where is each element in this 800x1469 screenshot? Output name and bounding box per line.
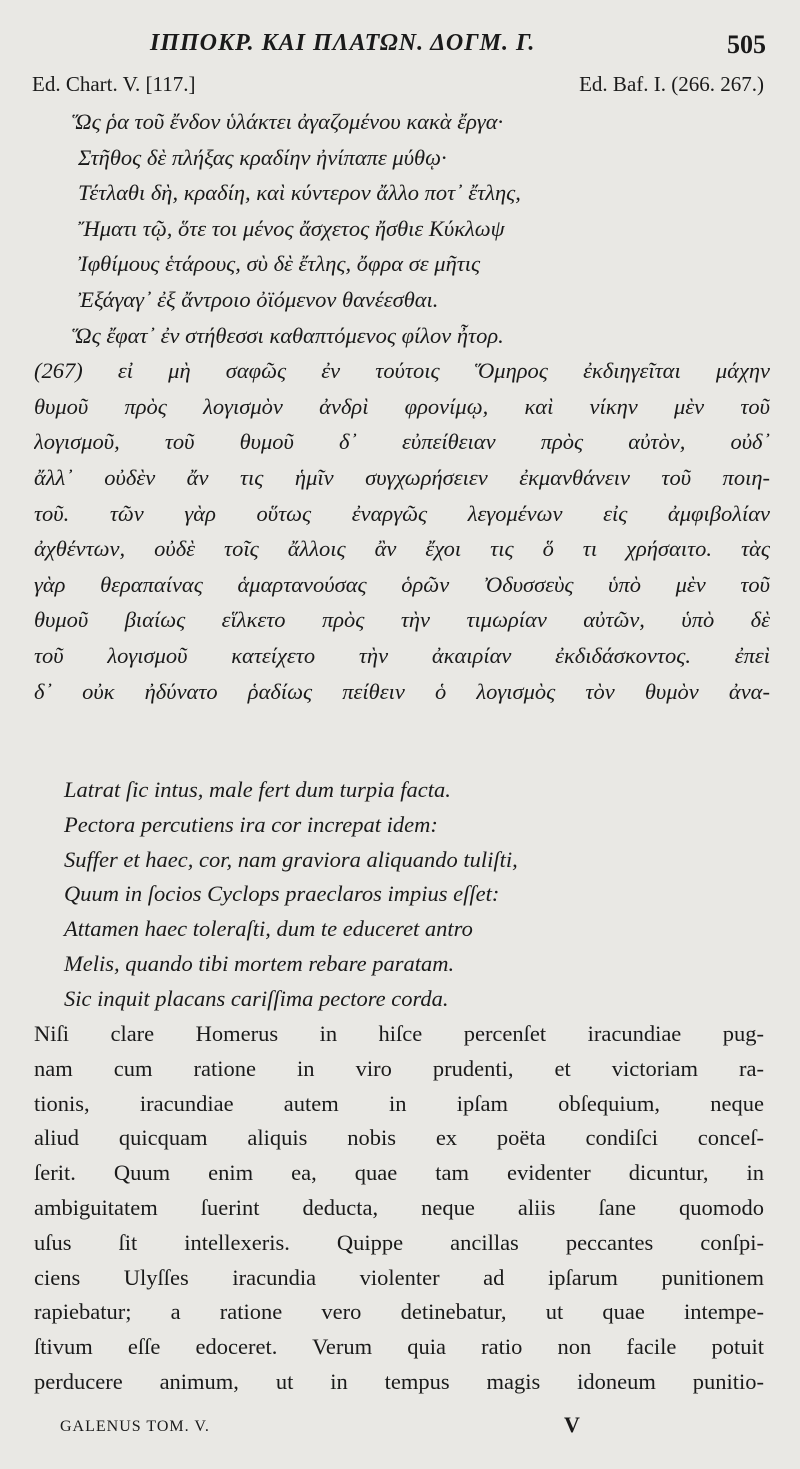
greek-prose-line: τοῦ λογισμοῦ κατείχετο τὴν ἀκαιρίαν ἐκδιδάσκοντος. ἐπεὶ [34,642,770,668]
latin-verse-line: Suffer et haec, cor, nam graviora aliquando tuliſti, [64,846,518,872]
latin-verse-line: Quum in ſocios Cyclops praeclaros impius eſſet: [64,881,500,907]
latin-verse-line: Melis, quando tibi mortem rebare paratam. [64,950,455,976]
latin-prose-line: aliud quicquam aliquis nobis ex poëta condiſci conceſ- [34,1125,764,1151]
latin-verse-line: Attamen haec toleraſti, dum te educeret antro [64,916,473,942]
latin-verse-line: Latrat ſic intus, male fert dum turpia facta. [64,777,451,802]
gathering-signature: V [564,1412,580,1437]
latin-verse-line: Pectora percutiens ira cor increpat idem: [64,811,438,837]
greek-verse-line: Ἐξάγαγ᾽ ἐξ ἄντροιο ὀϊόμενον θανέεσθαι. [78,286,439,312]
latin-prose-line: ſtivum eſſe edoceret. Verum quia ratio non facile potuit [34,1334,764,1360]
greek-prose-line: θυμοῦ βιαίως εἵλκετο πρὸς τὴν τιμωρίαν αὐτῶν, ὑπὸ δὲ [34,607,770,633]
greek-verse-line: Ἤματι τῷ, ὅτε τοι μένος ἄσχετος ἤσθιε Κύκλωψ [78,215,505,241]
page-footer [60,1412,660,1442]
volume-signature: GALENUS TOM. V. [60,1418,210,1435]
greek-verse-line: Ὥς ῥα τοῦ ἔνδον ὑλάκτει ἀγαζομένου κακὰ ἔργα· [72,109,504,134]
latin-prose-line: nam cum ratione in viro prudenti, et victoriam ra- [34,1055,764,1081]
latin-prose-line: tionis, iracundiae autem in ipſam obſequium, neque [34,1090,764,1116]
latin-prose-line: rapiebatur; a ratione vero detinebatur, ut quae intempe- [34,1299,764,1325]
page-number: 505 [727,30,766,59]
edition-chartier: Ed. Chart. V. [117.] [32,72,196,96]
edition-references [32,72,764,100]
edition-basel: Ed. Baf. I. (266. 267.) [579,72,764,96]
greek-prose-line: τοῦ. τῶν γὰρ οὕτως ἐναργῶς λεγομένων εἰς ἀμφιβολίαν [34,500,770,526]
latin-prose-block [34,1017,764,1400]
latin-prose-line: perducere animum, ut in tempus magis idoneum punitio- [34,1368,764,1394]
greek-prose-line: δ᾽ οὐκ ἠδύνατο ῥαδίως πείθειν ὁ λογισμὸς τὸν θυμὸν ἀνα- [34,678,770,704]
greek-verse-line: Ὥς ἔφατ᾽ ἐν στήθεσσι καθαπτόμενος φίλον ἦτορ. [72,322,504,348]
latin-verse-line: Sic inquit placans cariſſima pectore corda. [64,985,449,1011]
latin-prose-line: ciens Ulyſſes iracundia violenter ad ipſarum punitionem [34,1264,764,1290]
greek-prose-line: θυμοῦ πρὸς λογισμὸν ἀνδρὶ φρονίμῳ, καὶ νίκην μὲν τοῦ [34,393,770,419]
greek-prose-line: (267) εἰ μὴ σαφῶς ἐν τούτοις Ὅμηρος ἐκδιηγεῖται μάχην [34,358,770,384]
greek-prose-line: γὰρ θεραπαίνας ἁμαρτανούσας ὁρῶν Ὀδυσσεὺς ὑπὸ μὲν τοῦ [34,571,770,597]
greek-text-block [34,104,770,709]
latin-prose-line: uſus ſit intellexeris. Quippe ancillas peccantes conſpi- [34,1229,764,1255]
running-title: ΙΠΠΟΚΡ. ΚΑΙ ΠΛΑΤΩΝ. ΔΟΓΜ. Γ. [150,30,536,56]
greek-prose-line: ἄλλ᾽ οὐδὲν ἄν τις ἡμῖν συγχωρήσειεν ἐκμανθάνειν τοῦ ποιη- [34,464,770,490]
greek-prose-line: ἀχθέντων, οὐδὲ τοῖς ἄλλοις ἂν ἔχοι τις ὅ τι χρήσαιτο. τὰς [34,536,770,562]
latin-verse-block [64,773,754,1017]
latin-prose-line: ſerit. Quum enim ea, quae tam evidenter dicuntur, in [34,1160,764,1186]
greek-verse-line: Στῆθος δὲ πλήξας κραδίην ἠνίπαπε μύθῳ· [78,144,447,170]
latin-prose-line: ambiguitatem ſuerint deducta, neque aliis ſane quomodo [34,1194,764,1220]
greek-verse-line: Ἰφθίμους ἑτάρους, σὺ δὲ ἔτλης, ὄφρα σε μῆτις [78,251,481,277]
greek-prose-line: λογισμοῦ, τοῦ θυμοῦ δ᾽ εὐπείθειαν πρὸς αὐτὸν, οὐδ᾽ [34,429,770,455]
latin-prose-line: Niſi clare Homerus in hiſce percenſet iracundiae pug- [34,1021,764,1046]
running-header [0,30,800,66]
greek-verse-line: Τέτλαθι δὴ, κραδίη, καὶ κύντερον ἄλλο ποτ᾽ ἔτλης, [78,180,521,206]
